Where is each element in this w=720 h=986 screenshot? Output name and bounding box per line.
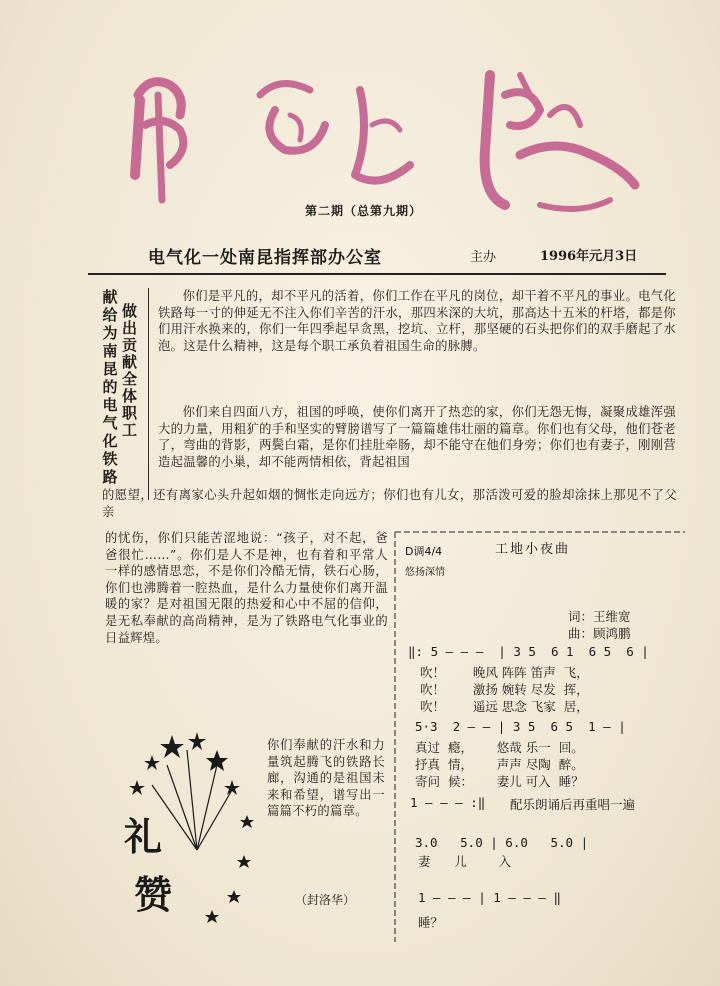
song-lyricist: 词：王维宽	[568, 609, 631, 624]
header-rule	[88, 273, 666, 275]
lyrics-line-1b: 吹！ 激扬 婉转 尽发 挥，	[420, 682, 589, 697]
title-divider	[148, 288, 149, 500]
lyrics-line-1c: 吹！ 遥远 思念 飞家 居，	[420, 699, 589, 714]
song-key: D调4/4	[405, 545, 443, 558]
issue-date: 1996年元月3日	[540, 249, 638, 264]
article-left-column: 的忧伤，你们只能苦涩地说：“孩子，对不起，爸爸很忙……”。你们是人不是神，也有着和平常人一样的感情思恋，不是你们冷酷无情，铁石心肠，你们也沸腾着一腔热血，是什么力量使你们离开温暖的家？是对祖国无限的热爱和心中不屈的信仰，是无私奉献的高尚精神，是为了铁路电气化事业的日益辉煌。	[105, 531, 388, 645]
lizan-illustration	[112, 730, 267, 930]
notes-line-4: 3.0 5.0 | 6.0 5.0 |	[415, 835, 589, 850]
lyrics-line-4: 妻 儿 入	[418, 854, 512, 869]
organization-name: 电气化一处南昆指挥部办公室	[148, 248, 382, 268]
song-title: 工地小夜曲	[495, 542, 571, 557]
article-author: （封洛华）	[295, 893, 356, 907]
song-tempo: 悠扬深情	[405, 567, 445, 578]
lyrics-line-5: 睡？	[418, 915, 444, 930]
notes-line-2: 5·3 2 — — | 3 5 6 5 1 — |	[415, 719, 626, 734]
lyrics-line-2a: 真过 瘾， 悠哉 乐一 回。	[415, 740, 584, 755]
issue-number: 第二期（总第九期）	[305, 204, 423, 218]
song-composer: 曲：顾鸿鹏	[568, 626, 631, 641]
lyrics-line-2b: 抒真 情， 声声 尽陶 醉。	[415, 757, 584, 772]
notes-line-5: 1 — — — | 1 — — — ‖	[418, 890, 561, 905]
article-wide-line: 的愿望，还有离家心头升起如烟的惆怅走向远方；你们也有儿女，那活泼可爱的脸却涂抹上那见不了父亲	[102, 488, 677, 519]
lizan-char-2: 赞	[134, 872, 173, 917]
lyrics-line-1a: 吹！ 晚风 阵阵 笛声 飞，	[420, 665, 589, 680]
notes-line-3: 1 — — — :‖	[410, 795, 486, 810]
repeat-note: 配乐朗诵后再重唱一遍	[510, 797, 636, 812]
article-title: 献给为南昆的电气化铁路	[102, 288, 118, 486]
notes-line-1: ‖: 5 — — — | 3 5 6 1 6 5 6 |	[408, 644, 649, 659]
article-middle-column: 你们奉献的汗水和力量筑起腾飞的铁路长廊，沟通的是祖国未来和希望，谱写出一篇篇不朽的篇章。	[267, 738, 385, 819]
article-subtitle: 做出贡献全体职工	[121, 302, 137, 439]
article-paragraph-2: 你们来自四面八方，祖国的呼唤，使你们离开了热恋的家，你们无怨无悔，凝聚成雄浑强大的力量，用粗犷的手和坚实的臂膀谱写了一篇篇雄伟壮丽的篇章。你们也有父母，他们苍老了，弯曲的背影，两鬓白霜，是你们挂肚牵肠，却不能守在他们身旁；你们也有妻子，刚刚营造起温馨的小巢，却不能两情相依，背起祖国	[158, 405, 676, 469]
song-box-border	[390, 527, 690, 947]
article-paragraph-1: 你们是平凡的，却不平凡的活着，你们工作在平凡的岗位，却干着不平凡的事业。电气化铁路每一寸的伸延无不注入你们辛苦的汗水，那四米深的大坑，那高达十五米的杆塔，都是你们用汗水换来的，你们一年四季起早贪黑，挖坑、立杆，那坚硬的石头把你们的双手磨起了水泡。这是什么精神，这是每个职工承负着祖国生命的脉膊。	[158, 289, 676, 353]
sponsor-label: 主办	[470, 250, 497, 265]
lizan-char-1: 礼	[124, 814, 163, 859]
lyrics-line-2c: 寄问 候： 妻儿 可入 睡？	[415, 774, 584, 789]
